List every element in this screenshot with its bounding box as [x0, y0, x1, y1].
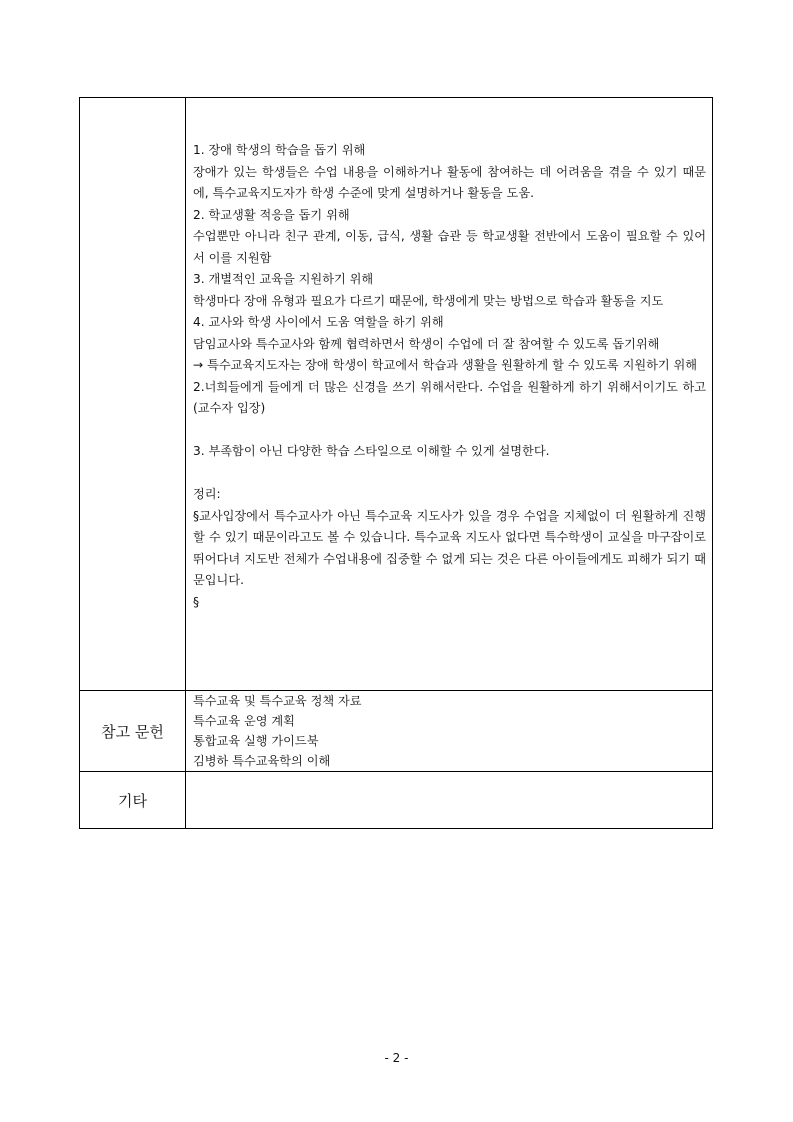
content-line: 1. 장애 학생의 학습을 돕기 위해 — [193, 143, 366, 157]
other-value — [186, 772, 713, 829]
content-blank-line — [193, 463, 706, 485]
reference-item: 특수교육 및 특수교육 정책 자료 — [193, 694, 362, 708]
content-line: 2.너희들에게 들에게 더 많은 신경을 쓰기 위해서란다. 수업을 원활하게 하기 위해서이기도 하고 (교수자 입장) — [193, 379, 706, 415]
references-cell — [186, 691, 713, 772]
references-row — [80, 691, 713, 772]
other-row — [80, 772, 713, 829]
references-list — [186, 691, 712, 771]
reference-item: 통합교육 실행 가이드북 — [193, 734, 319, 748]
content-line: 수업뿐만 아니라 친구 관계, 이동, 급식, 생활 습관 등 학교생활 전반에서 도움이 필요할 수 있어서 이를 지원함 — [193, 229, 706, 265]
content-cell — [186, 98, 713, 691]
content-line: 장애가 있는 학생들은 수업 내용을 이해하거나 활동에 참여하는 데 어려움을 겪을 수 있기 때문에, 특수교육지도자가 학생 수준에 맞게 설명하거나 활동을 도움. — [193, 164, 706, 200]
content-label-cell — [80, 98, 186, 691]
content-line: 4. 교사와 학생 사이에서 도움 역할을 하기 위해 — [193, 315, 444, 329]
reference-item: 특수교육 운영 계획 — [193, 714, 295, 728]
content-line: 2. 학교생활 적응을 돕기 위해 — [193, 207, 350, 222]
content-line: 학생마다 장애 유형과 필요가 다르기 때문에, 학생에게 맞는 방법으로 학습과 활동을 지도 — [193, 293, 664, 308]
content-line: 정리: — [193, 487, 221, 501]
reference-item: 김병하 특수교육학의 이해 — [193, 754, 331, 768]
page-number: - 2 - — [384, 1051, 409, 1065]
content-row — [80, 98, 713, 691]
document-table — [79, 97, 713, 829]
content-line: § — [193, 594, 200, 609]
references-label: 참고 문헌 — [80, 691, 186, 772]
content-blank-line — [193, 420, 706, 442]
content-line: 3. 개별적인 교육을 지원하기 위해 — [193, 272, 374, 286]
other-label: 기타 — [80, 772, 186, 829]
content-line: 담임교사와 특수교사와 함께 협력하면서 학생이 수업에 더 잘 참여할 수 있도록 돕기위해 — [193, 336, 660, 351]
content-line: → 특수교육지도자는 장애 학생이 학교에서 학습과 생활을 원활하게 할 수 있도록 지원하기 위해 — [193, 358, 698, 372]
content-line: 3. 부족함이 아닌 다양한 학습 스타일으로 이해할 수 있게 설명한다. — [193, 444, 550, 458]
content-body — [186, 98, 712, 690]
content-line: §교사입장에서 특수교사가 아닌 특수교육 지도사가 있을 경우 수업을 지체없이 더 원활하게 진행할 수 있기 때문이라고도 볼 수 있습니다. 특수교육 지도사 없다면 특수학생이 교실을 마구잡이로 뛰어다녀 지도반 전체가 수업내용에 집중할 수 없게 되는 것은 다른 아이들에게도 피해가 되기 때문입니다. — [193, 508, 706, 587]
